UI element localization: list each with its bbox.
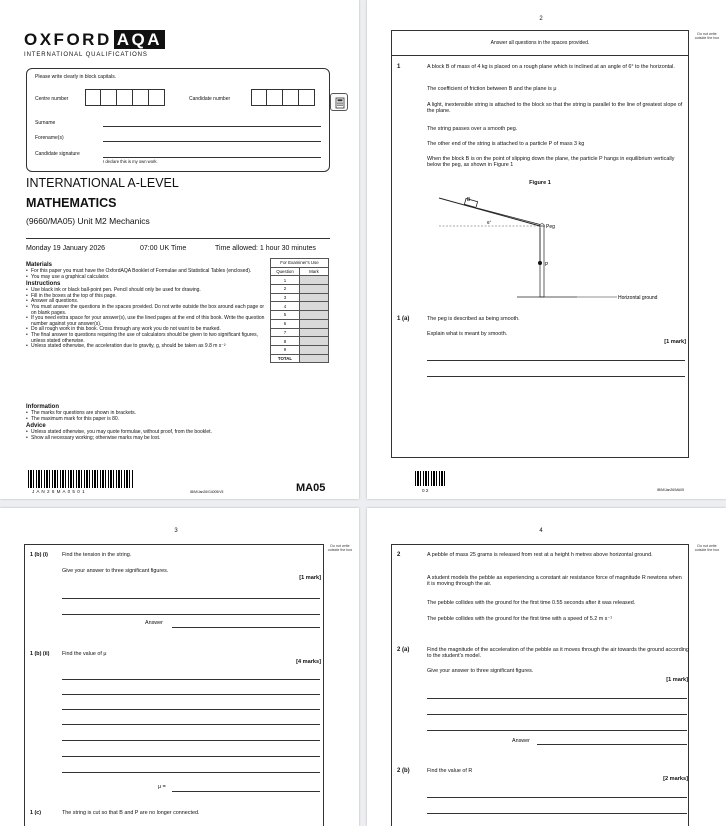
qualification-level: INTERNATIONAL A-LEVEL: [26, 176, 179, 190]
surname-label: Surname: [35, 120, 56, 126]
page-4: [367, 508, 726, 826]
unit-title: (9660/MA05) Unit M2 Mechanics: [26, 216, 150, 226]
answer-line[interactable]: [62, 709, 320, 710]
centre-number-boxes[interactable]: [85, 89, 165, 106]
advice-heading: Advice: [26, 423, 46, 430]
instructions-heading: Instructions: [26, 281, 61, 288]
instructions-item: • Answer all questions.: [26, 299, 268, 305]
forenames-field[interactable]: [103, 141, 321, 142]
answer-line[interactable]: [427, 797, 687, 798]
materials-list: [26, 269, 268, 280]
mark-allocation: [2 marks]: [663, 776, 688, 782]
answer-field[interactable]: [172, 791, 320, 792]
mark-cell: [300, 285, 329, 294]
divider: [26, 238, 330, 239]
instructions-item: • You must answer the questions in the spaces provided. Do not write outside the box around each page or on blank pages.: [26, 305, 268, 316]
page-2: [367, 0, 726, 499]
do-not-write-note: Do not write outside the box: [327, 544, 353, 552]
examiner-table: [270, 258, 329, 363]
information-list: [26, 411, 326, 422]
q2-text-4: The pebble collides with the ground for the first time with a speed of 5.2 m s⁻¹: [427, 616, 613, 622]
answer-field[interactable]: [537, 744, 687, 745]
particle-p: [538, 261, 542, 265]
question-number-cell: 8: [271, 337, 300, 346]
information-item: • The marks for questions are shown in brackets.: [26, 411, 326, 417]
page-3: [0, 508, 359, 826]
mu-label: μ =: [158, 784, 166, 790]
instructions-item: • Fill in the boxes at the top of this page.: [26, 294, 268, 300]
label-peg: Peg: [546, 224, 555, 230]
mark-cell: [300, 276, 329, 285]
instructions-item: • Use black ink or black ball-point pen. Pencil should only be used for drawing.: [26, 288, 268, 294]
question-number-cell: 2: [271, 285, 300, 294]
answer-label: Answer: [512, 738, 530, 744]
q2b-text-1: Find the value of R: [427, 768, 473, 774]
total-cell: TOTAL: [271, 354, 300, 363]
mark-cell: [300, 293, 329, 302]
answer-line[interactable]: [62, 772, 320, 773]
page-number: 3: [174, 528, 178, 534]
header-divider: [391, 55, 689, 56]
answer-line[interactable]: [62, 694, 320, 695]
logo-subtitle: INTERNATIONAL QUALIFICATIONS: [24, 52, 148, 58]
q1-text-2: The coefficient of friction between B and the plane is μ: [427, 86, 557, 92]
q1a-text-2: Explain what is meant by smooth.: [427, 331, 508, 337]
mark-cell: [300, 319, 329, 328]
mark-cell: [300, 345, 329, 354]
question-part-number: 1 (b) (ii): [30, 651, 50, 657]
question-number: 2: [397, 552, 401, 558]
form-title: Please write clearly in block capitals.: [35, 74, 117, 80]
examiner-use-heading: For Examiner's Use: [271, 259, 329, 268]
logo: [24, 30, 165, 50]
subject-title: MATHEMATICS: [26, 196, 117, 210]
mark-allocation: [1 mark]: [666, 677, 688, 683]
cover-page: [0, 0, 359, 499]
question-part-number: 1 (c): [30, 810, 42, 816]
question-number-cell: 4: [271, 302, 300, 311]
answer-line[interactable]: [427, 730, 687, 731]
label-ground: Horizontal ground: [618, 295, 658, 301]
figure-title: Figure 1: [529, 180, 551, 186]
answer-line[interactable]: [427, 360, 685, 361]
mark-cell: [300, 311, 329, 320]
q2-text-1: A pebble of mass 25 grams is released from rest at a height h metres above horizontal ground.: [427, 552, 653, 558]
information-heading: Information: [26, 404, 59, 410]
barcode-text: J A N 2 6 M A 0 5 0 1: [32, 489, 86, 494]
candidate-number-label: Candidate number: [189, 96, 231, 102]
page-header: Answer all questions in the spaces provided.: [490, 40, 590, 46]
mark-cell: [300, 302, 329, 311]
mark-cell: [300, 337, 329, 346]
q2-text-2: A student models the pebble as experiencing a constant air resistance force of magnitude R newtons when it is moving through the air.: [427, 575, 682, 588]
answer-line[interactable]: [62, 614, 320, 615]
q1-text-4: The string passes over a smooth peg.: [427, 126, 518, 132]
do-not-write-note: Do not write outside the box: [694, 32, 720, 40]
page-number: 4: [539, 528, 543, 534]
question-number-cell: 7: [271, 328, 300, 337]
question-number-cell: 1: [271, 276, 300, 285]
mark-cell: [300, 328, 329, 337]
mark-allocation: [1 mark]: [664, 339, 686, 345]
logo-aqa: AQA: [114, 30, 165, 49]
q1c-text-1: The string is cut so that B and P are no longer connected.: [62, 810, 200, 816]
instructions-item: • Do all rough work in this book. Cross through any work you do not want to be marked.: [26, 327, 268, 333]
barcode: [28, 470, 134, 488]
barcode: [415, 471, 445, 486]
q1bi-text-1: Find the tension in the string.: [62, 552, 132, 558]
question-number: 1: [397, 64, 401, 70]
advice-item: • Show all necessary working; otherwise marks may be lost.: [26, 436, 326, 442]
exam-time: 07:00 UK Time: [140, 245, 187, 252]
candidate-details-box: [26, 68, 330, 172]
question-part-number: 2 (a): [397, 647, 410, 653]
q1-text-6: When the block B is on the point of slipping down the plane, the particle P hangs in equilibrium vertically below the peg, as shown in Figure 1: [427, 156, 675, 169]
mark-allocation: [4 marks]: [296, 659, 321, 665]
information-item: • The maximum mark for this paper is 80.: [26, 417, 326, 423]
time-allowed: Time allowed: 1 hour 30 minutes: [215, 245, 316, 252]
q2a-text-1: Find the magnitude of the acceleration of the pebble as it moves through the air towards the ground according to the student's model.: [427, 647, 689, 660]
question-part-number: 1 (a): [397, 316, 410, 322]
page-number: 2: [539, 16, 543, 22]
q1-text-3: A light, inextensible string is attached to the block so that the string is parallel to the line of greatest slope of the plane.: [427, 102, 683, 115]
q1bi-text-2: Give your answer to three significant figures.: [62, 568, 169, 574]
surname-field[interactable]: [103, 126, 321, 127]
answer-line[interactable]: [427, 714, 687, 715]
answer-line[interactable]: [427, 376, 685, 377]
calculator-icon: [330, 93, 348, 111]
signature-label: Candidate signature: [35, 151, 80, 157]
advice-list: [26, 430, 326, 441]
q2-text-3: The pebble collides with the ground for the first time 0.55 seconds after it was released.: [427, 600, 636, 606]
question-number-cell: 3: [271, 293, 300, 302]
instructions-column: [26, 262, 268, 350]
declaration: I declare this is my own work.: [103, 159, 158, 164]
info-column: [26, 404, 326, 441]
exam-date: Monday 19 January 2026: [26, 245, 105, 252]
instructions-item: • If you need extra space for your answer(s), use the lined pages at the end of this book. Write the question number against your answer(s).: [26, 316, 268, 327]
centre-number-label: Centre number: [35, 96, 69, 102]
materials-item: • You may use a graphical calculator.: [26, 275, 268, 281]
barcode-text: 0 2: [422, 488, 429, 493]
footer-code: IB/M/Jan26/G4005/V5: [190, 490, 224, 494]
q1-text-5: The other end of the string is attached to a particle P of mass 3 kg: [427, 141, 585, 147]
forenames-label: Forename(s): [35, 135, 64, 141]
q1a-text-1: The peg is described as being smooth.: [427, 316, 520, 322]
question-number-cell: 9: [271, 345, 300, 354]
signature-field[interactable]: [103, 157, 321, 158]
total-mark-cell: [300, 354, 329, 363]
do-not-write-note: Do not write outside the box: [694, 544, 720, 552]
question-part-number: 2 (b): [397, 768, 410, 774]
question-col-header: Question: [271, 267, 300, 276]
answer-line[interactable]: [427, 813, 687, 814]
mark-col-header: Mark: [300, 267, 329, 276]
mark-allocation: [1 mark]: [299, 575, 321, 581]
question-part-number: 1 (b) (i): [30, 552, 48, 558]
label-p: P: [545, 262, 549, 268]
materials-heading: Materials: [26, 262, 53, 268]
answer-line[interactable]: [427, 698, 687, 699]
advice-item: • Unless stated otherwise, you may quote formulae, without proof, from the booklet.: [26, 430, 326, 436]
answer-line[interactable]: [62, 756, 320, 757]
instructions-list: [26, 288, 268, 350]
instructions-item: • Unless stated otherwise, the acceleration due to gravity, g, should be taken as 9.8 m s⁻²: [26, 344, 268, 350]
answer-line[interactable]: [62, 679, 320, 680]
answer-box-frame: [24, 544, 324, 826]
instructions-item: • The final answer to questions requiring the use of calculators should be given to two significant figures, unless stated otherwise.: [26, 333, 268, 344]
question-number-cell: 6: [271, 319, 300, 328]
question-number-cell: 5: [271, 311, 300, 320]
answer-field[interactable]: [172, 627, 320, 628]
answer-line[interactable]: [62, 724, 320, 725]
label-b: B: [467, 197, 471, 203]
answer-line[interactable]: [62, 598, 320, 599]
q2a-text-2: Give your answer to three significant figures.: [427, 668, 534, 674]
figure-1: [437, 190, 687, 305]
answer-line[interactable]: [62, 740, 320, 741]
candidate-number-boxes[interactable]: [251, 89, 315, 106]
label-angle: 6°: [487, 220, 492, 225]
q1-text-1: A block B of mass of 4 kg is placed on a rough plane which is inclined at an angle of 6° to the horizontal.: [427, 64, 675, 70]
q1bii-text-1: Find the value of μ: [62, 651, 107, 657]
footer-code: IB/M/Jan26/MA05: [657, 488, 684, 492]
paper-code: MA05: [296, 482, 326, 494]
logo-oxford: OXFORD: [24, 30, 112, 49]
answer-label: Answer: [145, 620, 163, 626]
materials-item: • For this paper you must have the OxfordAQA Booklet of Formulae and Statistical Tables (enclosed).: [26, 269, 268, 275]
